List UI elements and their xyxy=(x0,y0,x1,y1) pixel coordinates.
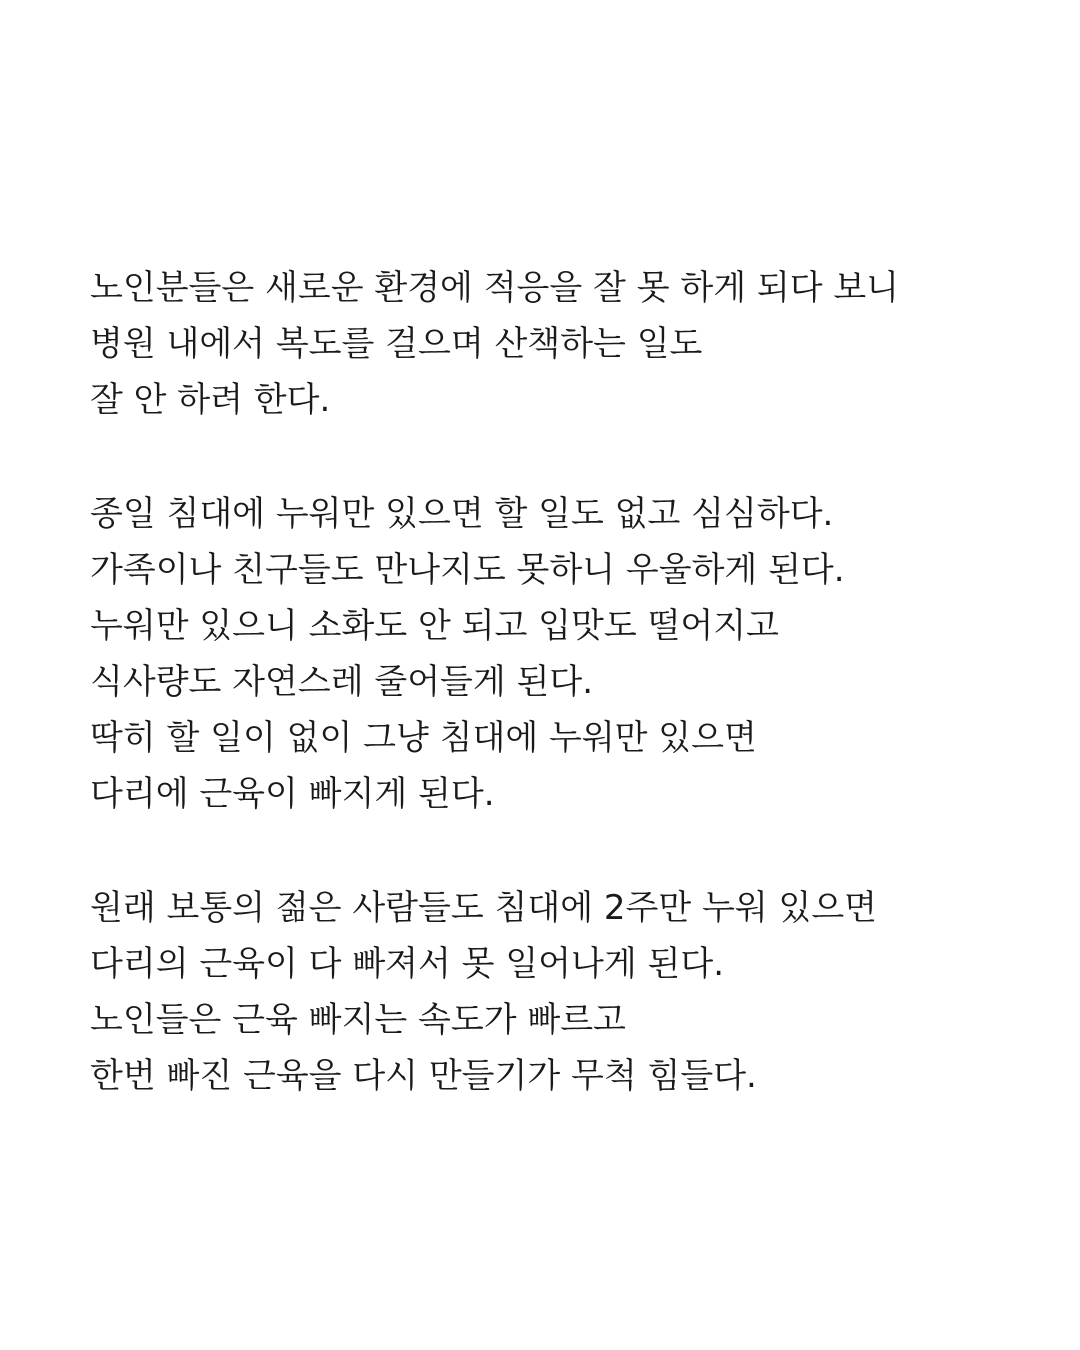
text-line: 가족이나 친구들도 만나지도 못하니 우울하게 된다. xyxy=(90,550,845,590)
text-line: 노인들은 근육 빠지는 속도가 빠르고 xyxy=(90,1000,626,1040)
text-line: 다리의 근육이 다 빠져서 못 일어나게 된다. xyxy=(90,944,724,984)
paragraph-2 xyxy=(90,486,1050,822)
text-line: 병원 내에서 복도를 걸으며 산책하는 일도 xyxy=(90,324,703,364)
text-line: 식사량도 자연스레 줄어들게 된다. xyxy=(90,662,594,702)
text-line: 잘 안 하려 한다. xyxy=(90,380,331,420)
document-body xyxy=(90,260,1050,1162)
text-line: 딱히 할 일이 없이 그냥 침대에 누워만 있으면 xyxy=(90,718,757,758)
text-line: 노인분들은 새로운 환경에 적응을 잘 못 하게 되다 보니 xyxy=(90,268,900,308)
text-line: 다리에 근육이 빠지게 된다. xyxy=(90,774,495,814)
text-line: 원래 보통의 젊은 사람들도 침대에 2주만 누워 있으면 xyxy=(90,888,878,928)
text-line: 누워만 있으니 소화도 안 되고 입맛도 떨어지고 xyxy=(90,606,779,646)
paragraph-3 xyxy=(90,880,1050,1104)
paragraph-1 xyxy=(90,260,1050,428)
text-line: 한번 빠진 근육을 다시 만들기가 무척 힘들다. xyxy=(90,1056,757,1096)
text-line: 종일 침대에 누워만 있으면 할 일도 없고 심심하다. xyxy=(90,494,834,534)
